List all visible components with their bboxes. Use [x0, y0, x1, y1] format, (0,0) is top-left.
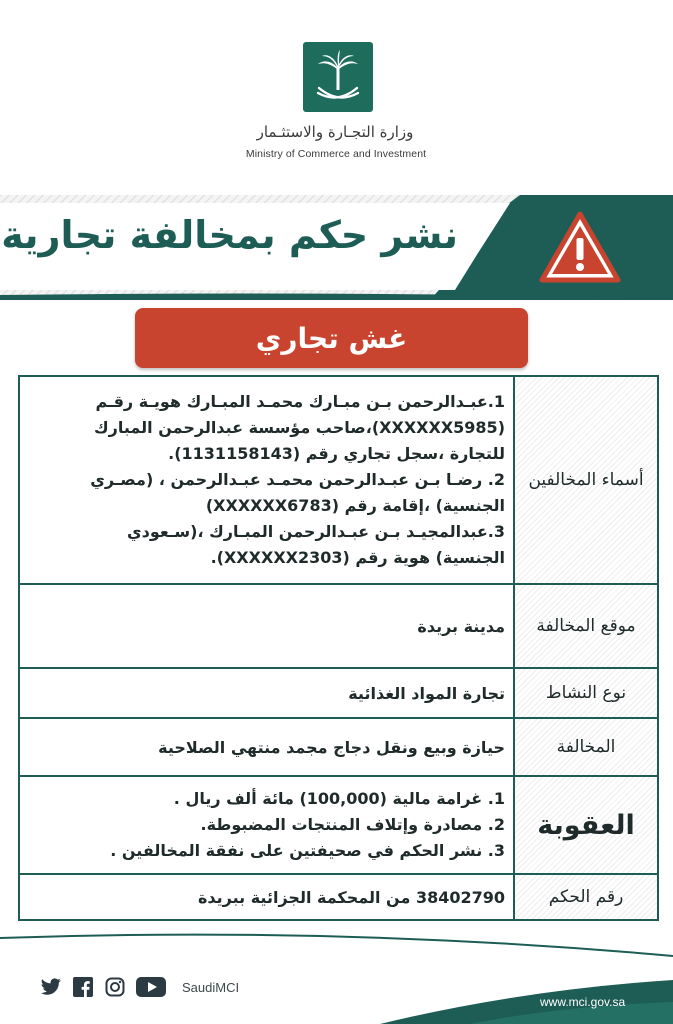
youtube-icon[interactable]: [136, 976, 166, 998]
names-line: 3.عبدالمجيـد بـن عبـدالرحمن المبـارك ،(سـعودي: [127, 522, 505, 541]
facebook-icon[interactable]: [72, 976, 94, 998]
activity-label: نوع النشاط: [513, 669, 657, 717]
names-value: [20, 377, 513, 583]
violation-text: حيازة وبيع ونقل دجاج مجمد منتهي الصلاحية: [158, 737, 505, 757]
location-label: موقع المخالفة: [513, 585, 657, 667]
ministry-name-english: Ministry of Commerce and Investment: [245, 148, 427, 160]
table-row-penalty: [20, 777, 657, 875]
names-line: (XXXXXX5985)،صاحب مؤسسة عبدالرحمن المبارك: [94, 418, 505, 437]
violation-category-badge: [135, 308, 528, 368]
table-row-activity: [20, 669, 657, 719]
violation-value: [20, 719, 513, 775]
social-handle[interactable]: SaudiMCI: [182, 979, 240, 995]
table-row-violation: [20, 719, 657, 777]
activity-value: [20, 669, 513, 717]
penalty-item: 3. نشر الحكم في صحيفتين على نفقة المخالفين .: [110, 841, 505, 860]
location-value: [20, 585, 513, 667]
penalty-item: 1. غرامة مالية (100,000) مائة ألف ريال .: [173, 789, 505, 808]
saudi-emblem-icon: [303, 42, 373, 112]
activity-text: تجارة المواد الغذائية: [348, 683, 505, 703]
verdict-text: 38402790 من المحكمة الجزائية ببريدة: [197, 887, 505, 907]
table-row-verdict: [20, 875, 657, 919]
table-row-location: [20, 585, 657, 669]
violation-category-label: غش تجاري: [255, 321, 408, 355]
names-line: 1.عبـدالرحمن بـن مبـارك محمـد المبـارك هويـة رقـم: [95, 392, 505, 411]
names-label: أسماء المخالفين: [513, 377, 657, 583]
names-line: 2. رضـا بـن عبـدالرحمن محمـد عبـدالرحمن ، (مصـري: [90, 470, 505, 489]
table-row-names: [20, 377, 657, 585]
ministry-logo: [0, 40, 673, 165]
social-links: [40, 976, 239, 998]
names-line: للتجارة ،سجل تجاري رقم (1131158143).: [168, 444, 505, 463]
names-line: الجنسية) ،إقامة رقم (XXXXXX6783): [205, 496, 505, 515]
penalty-label: العقوبة: [513, 777, 657, 873]
names-line: الجنسية) هوية رقم (XXXXXX2303).: [210, 548, 505, 567]
warning-triangle-icon: [538, 210, 622, 284]
verdict-label: رقم الحكم: [513, 875, 657, 919]
verdict-value: [20, 875, 513, 919]
penalty-item: 2. مصادرة وإتلاف المنتجات المضبوطة.: [200, 815, 505, 834]
verdict-details-table: [18, 375, 659, 921]
penalty-value: [20, 777, 513, 873]
ministry-name-arabic: وزارة التجـارة والاستثـمار: [256, 123, 414, 141]
violation-label: المخالفة: [513, 719, 657, 775]
banner-title: نشر حكم بمخالفة تجارية: [1, 213, 458, 257]
instagram-icon[interactable]: [104, 976, 126, 998]
footer: [0, 930, 673, 1024]
website-link[interactable]: www.mci.gov.sa: [540, 995, 626, 1009]
twitter-icon[interactable]: [40, 976, 62, 998]
location-text: مدينة بريدة: [417, 616, 505, 636]
